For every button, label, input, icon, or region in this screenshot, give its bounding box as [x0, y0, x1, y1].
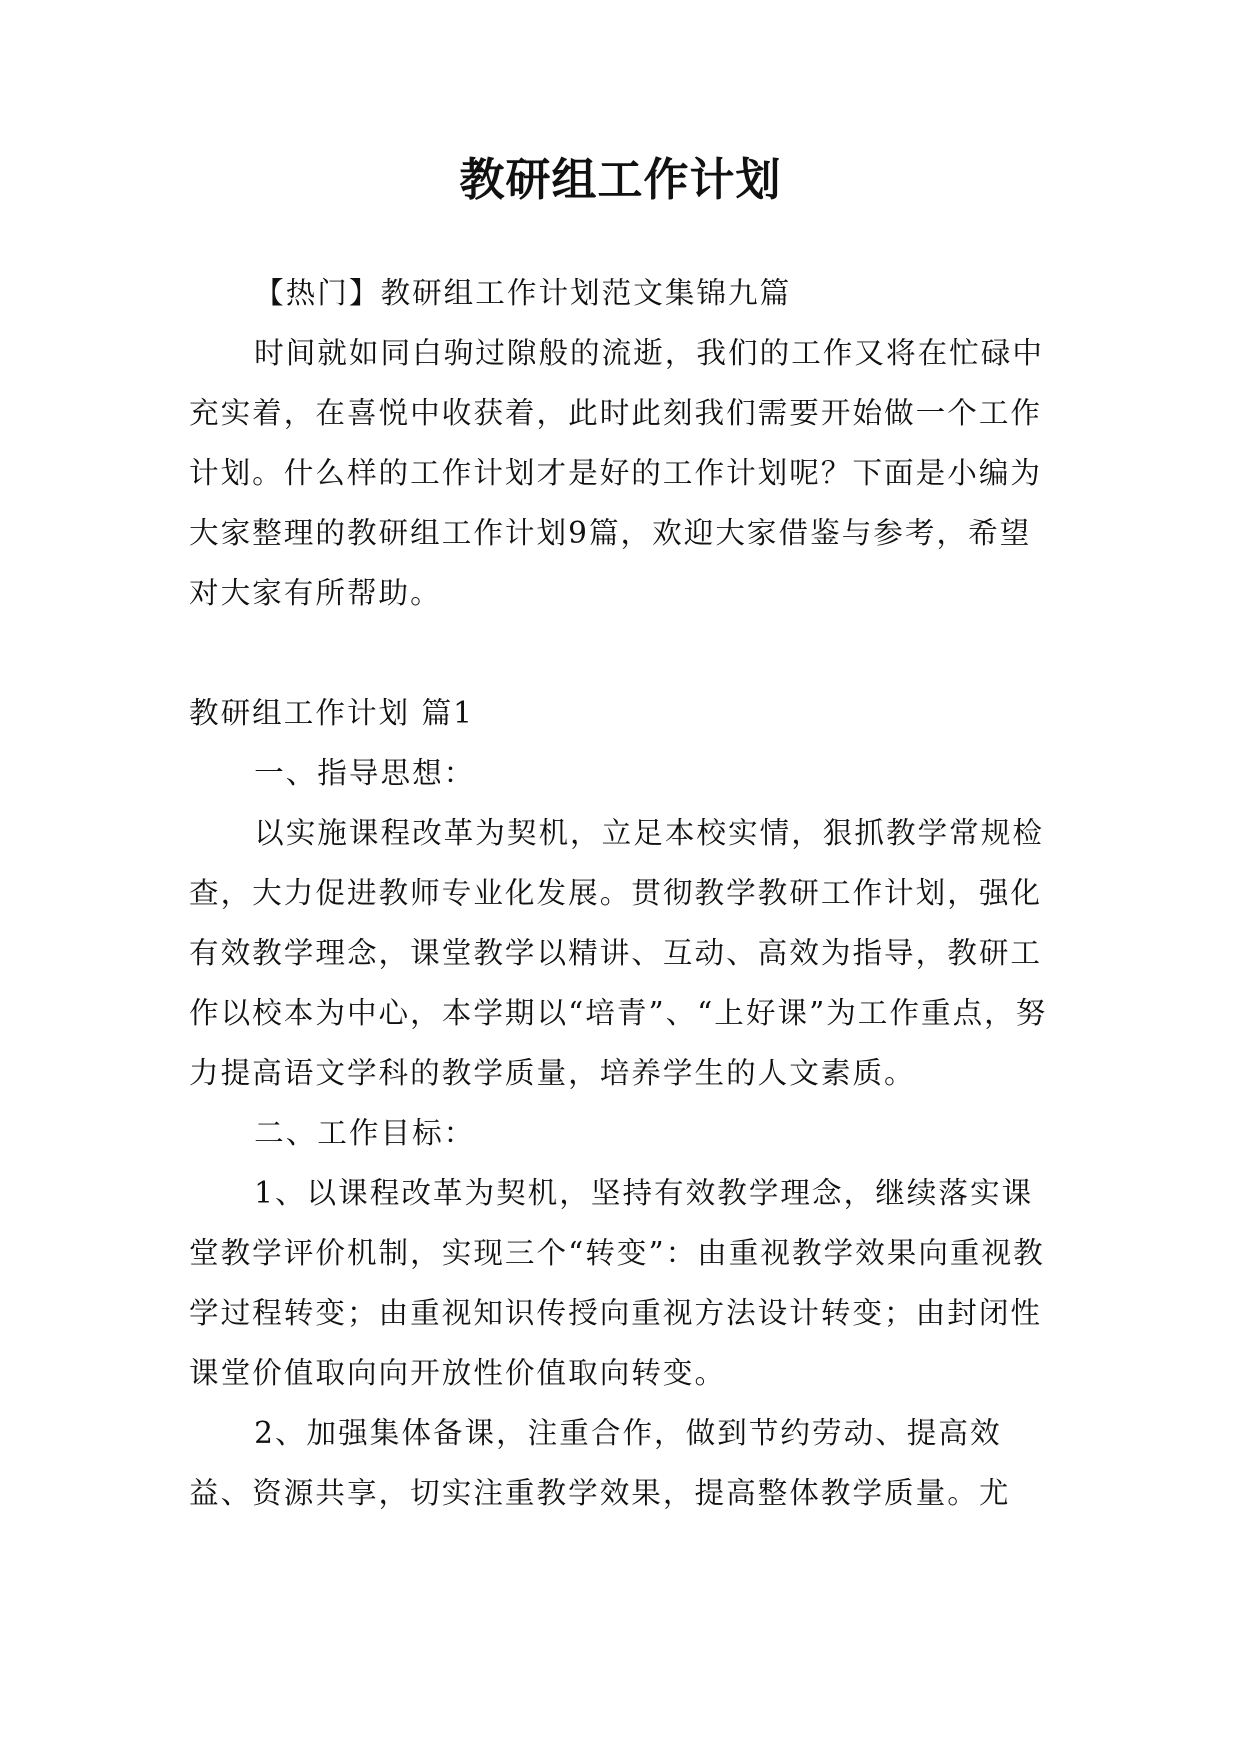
- goal-item-2: 2、加强集体备课，注重合作，做到节约劳动、提高效益、资源共享，切实注重教学效果，提高整体教学质量。尤: [189, 1416, 1011, 1510]
- guiding-ideas-paragraph: 以实施课程改革为契机，立足本校实情，狠抓教学常规检查，大力促进教师专业化发展。贯彻教学教研工作计划，强化有效教学理念，课堂教学以精讲、互动、高效为指导，教研工作以校本为中心，本学期以“培青”、“上好课”为工作重点，努力提高语文学科的教学质量，培养学生的人文素质。: [189, 816, 1048, 1090]
- document-title: 教研组工作计划: [459, 153, 782, 206]
- intro-paragraph: 时间就如同白驹过隙般的流逝，我们的工作又将在忙碌中充实着，在喜悦中收获着，此时此刻我们需要开始做一个工作计划。什么样的工作计划才是好的工作计划呢？下面是小编为大家整理的教研组工作计划9篇，欢迎大家借鉴与参考，希望对大家有所帮助。: [189, 336, 1044, 610]
- goal-item-1: 1、以课程改革为契机，坚持有效教学理念，继续落实课堂教学评价机制，实现三个“转变”：由重视教学效果向重视教学过程转变；由重视知识传授向重视方法设计转变；由封闭性课堂价值取向向开放性价值取向转变。: [189, 1176, 1045, 1390]
- heading-work-goals: 二、工作目标：: [254, 1116, 476, 1150]
- section-title: 教研组工作计划 篇1: [189, 696, 474, 730]
- document-subtitle: 【热门】教研组工作计划范文集锦九篇: [254, 276, 792, 310]
- document-body: [189, 263, 1057, 1523]
- heading-guiding-ideas: 一、指导思想：: [254, 756, 476, 790]
